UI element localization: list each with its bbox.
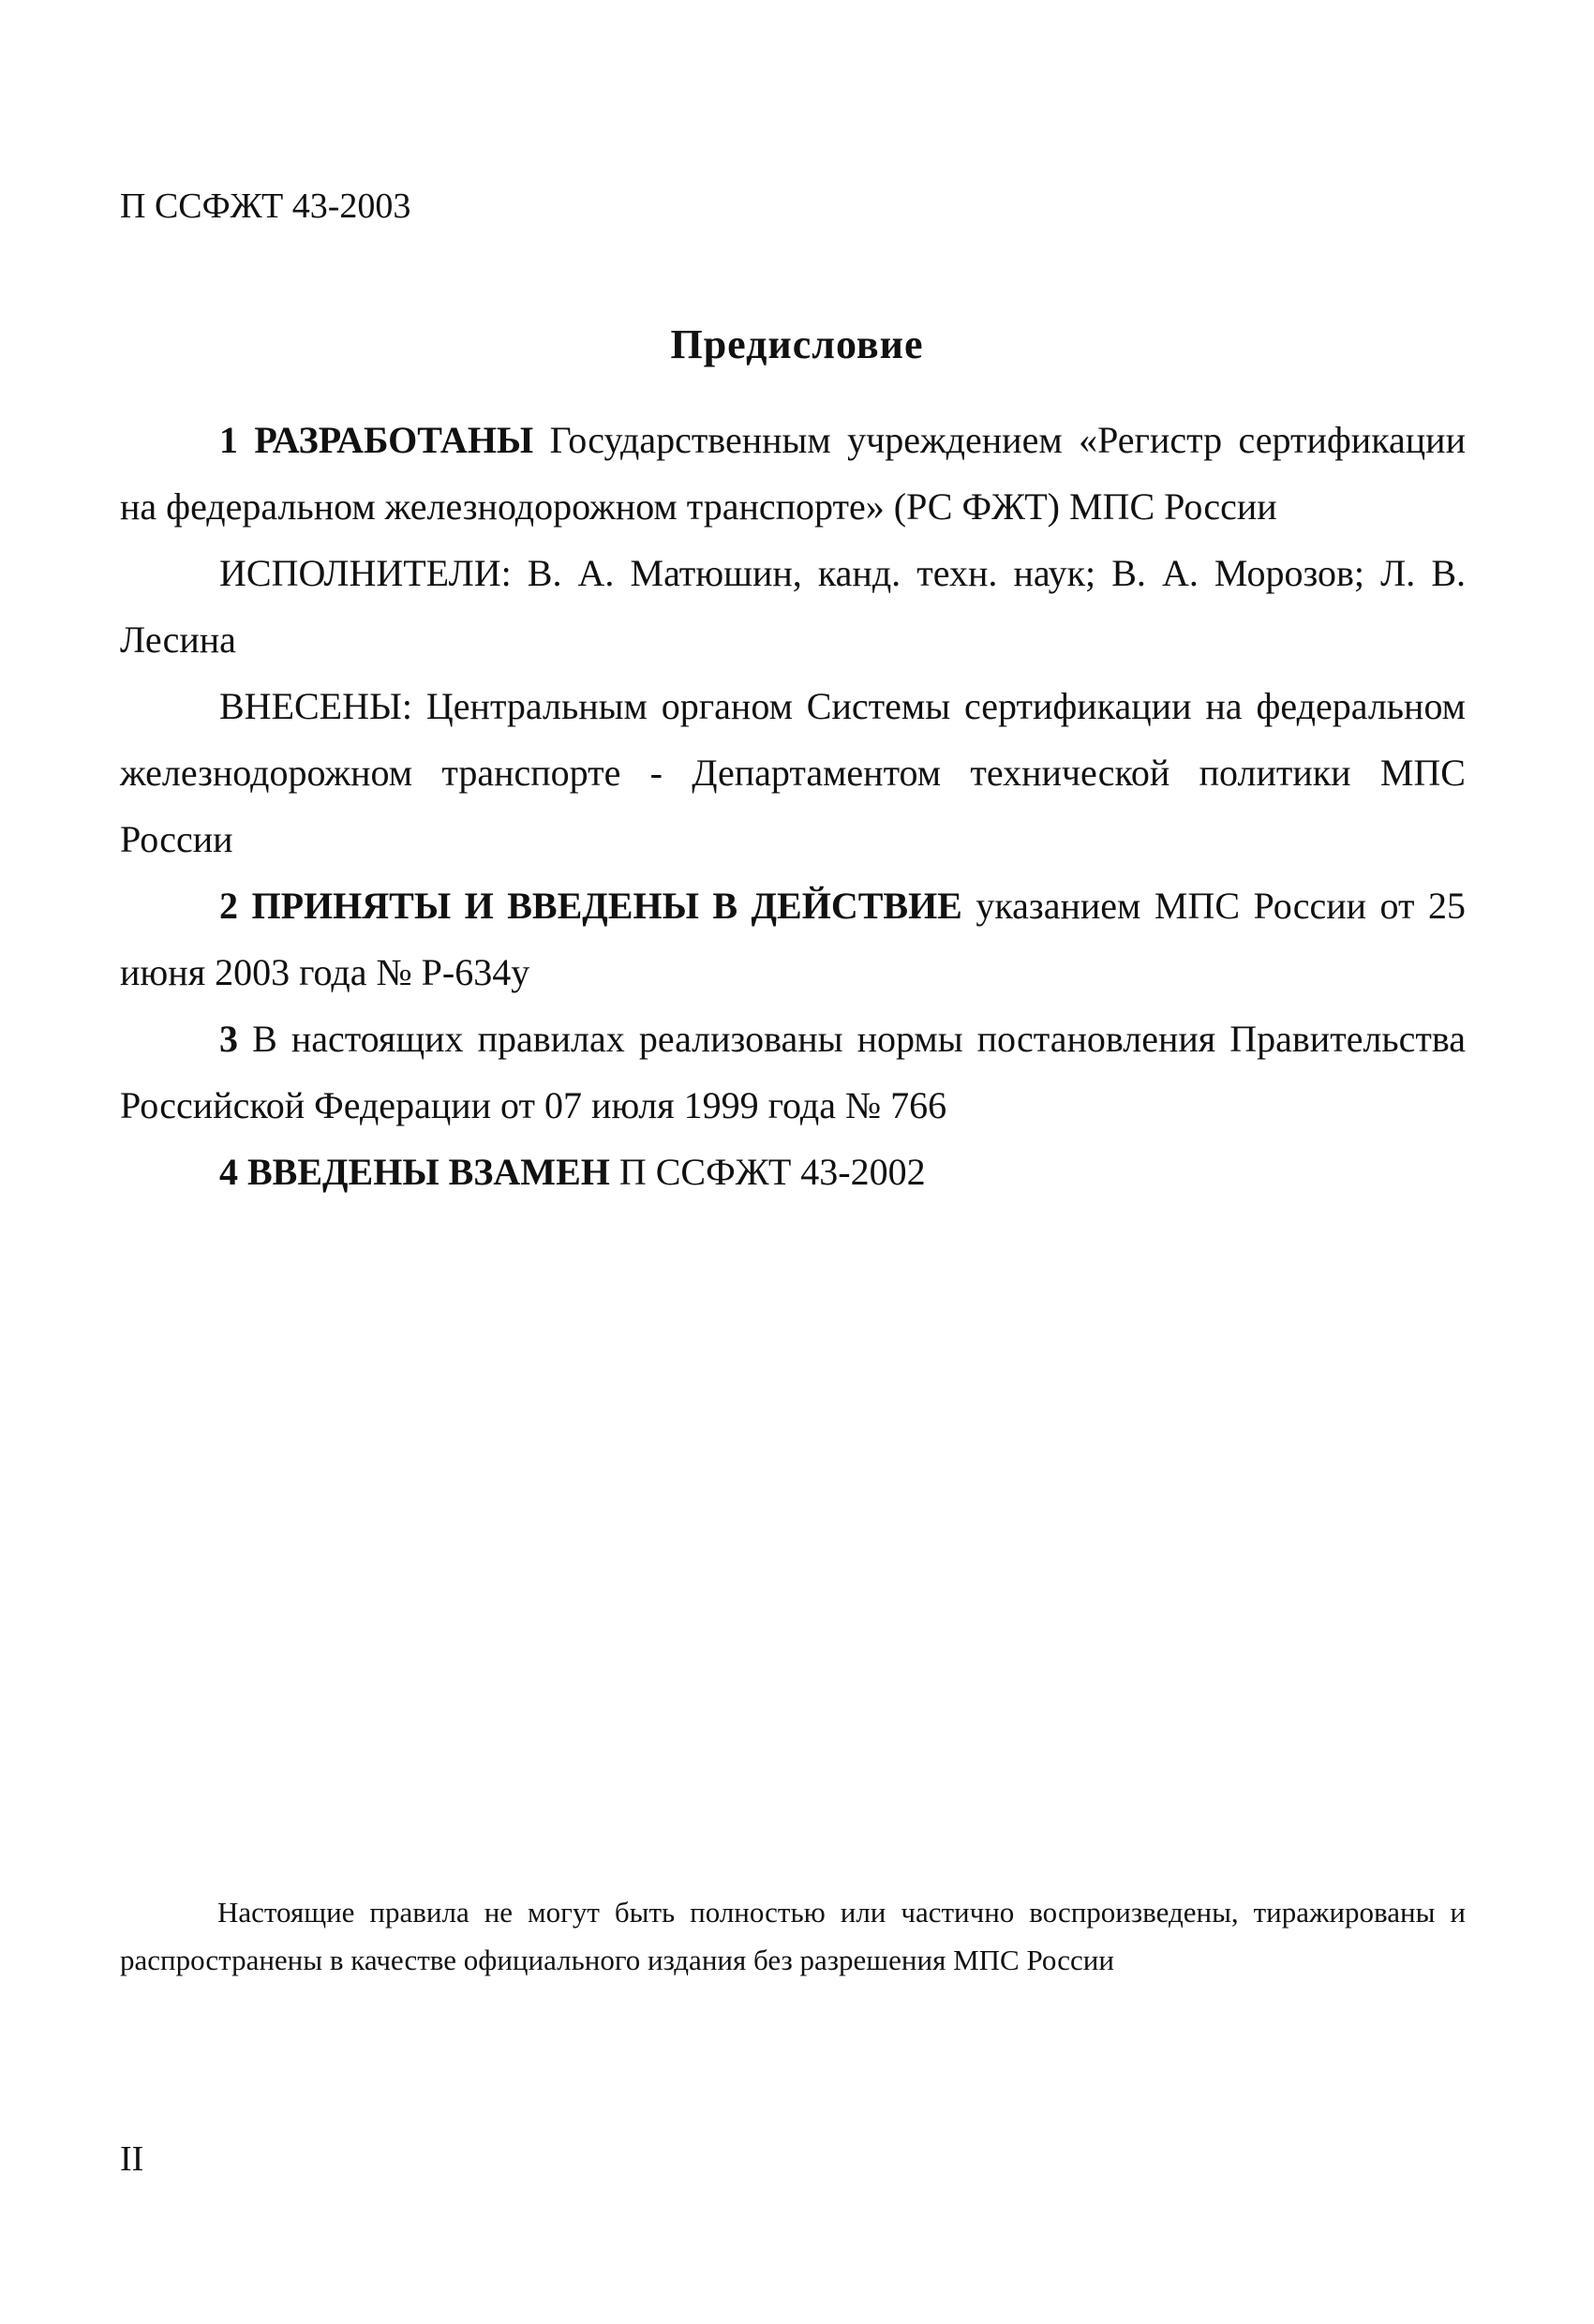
copyright-note: Настоящие правила не могут быть полностью или частично воспроизведены, тиражированы и распространены в качестве официального издания без разрешения МПС России [120,1896,1466,1976]
section-submitted [120,673,1466,872]
section-text: ИСПОЛНИТЕЛИ: В. А. Матюшин, канд. техн. наук; В. А. Морозов; Л. В. Лесина [120,552,1466,661]
section-text: указанием МПС России от 25 июня 2003 года № Р-634у [120,885,1466,993]
section-lead: 2 ПРИНЯТЫ И ВВЕДЕНЫ В ДЕЙСТВИЕ [219,885,962,927]
document-code: П ССФЖТ 43-2003 [120,186,411,226]
section-text: П ССФЖТ 43-2002 [609,1151,926,1193]
page-title: Предисловие [670,321,924,367]
section-adopted [120,872,1466,1006]
section-developed [120,407,1466,540]
section-replaces [120,1139,1466,1205]
preface-body [120,407,1466,1205]
section-executors [120,540,1466,673]
section-lead: 4 ВВЕДЕНЫ ВЗАМЕН [219,1151,610,1193]
section-text: Государственным учреждением «Регистр сертификации на федеральном железнодорожном транспорте» (РС ФЖТ) МПС России [120,419,1466,528]
section-lead: 1 РАЗРАБОТАНЫ [219,419,534,461]
section-lead: 3 [219,1018,238,1060]
section-text: В настоящих правилах реализованы нормы постановления Правительства Российской Федерации от 07 июля 1999 года № 766 [120,1018,1466,1126]
section-text: ВНЕСЕНЫ: Центральным органом Системы сертификации на федеральном железнодорожном транспорте - Департаментом технической политики МПС России [120,685,1466,860]
page-number: II [120,2139,144,2179]
section-regulations [120,1006,1466,1139]
